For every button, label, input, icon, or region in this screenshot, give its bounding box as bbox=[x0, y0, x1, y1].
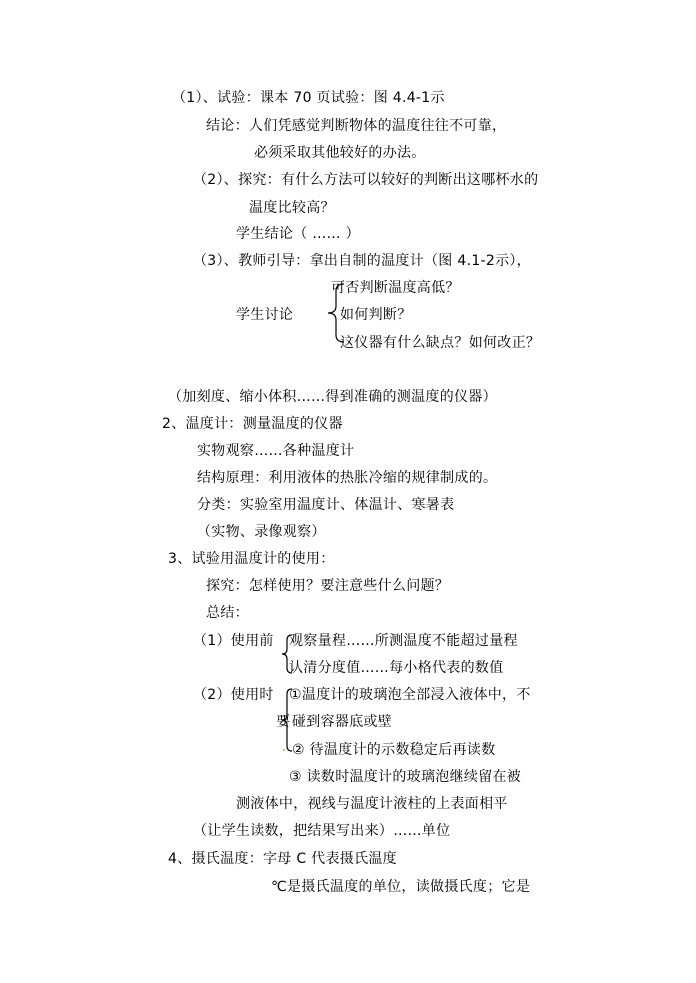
structure-principle-line: 结构原理：利用液体的热胀冷缩的规律制成的。 bbox=[197, 470, 498, 486]
during-use-step-3: ③ 读数时温度计的玻璃泡继续留在被 bbox=[289, 769, 522, 785]
before-use-item-1: 观察量程……所测温度不能超过量程 bbox=[289, 633, 518, 649]
experiment-line: （1）、试验：课本 70 页试验：图 4.4-1示 bbox=[172, 90, 445, 106]
discussion-item-3: 这仪器有什么缺点？如何改正？ bbox=[340, 335, 541, 351]
discussion-item-1: 可否判断温度高低？ bbox=[331, 280, 460, 296]
celsius-unit-line: ℃是摄氏温度的单位，读做摄氏度；它是 bbox=[271, 879, 531, 895]
inquiry-question-line: 探究：怎样使用？要注意些什么问题？ bbox=[206, 578, 450, 594]
instrument-summary: （加刻度、缩小体积……得到准确的测温度的仪器） bbox=[168, 389, 497, 405]
discussion-item-2: 如何判断？ bbox=[340, 307, 412, 323]
inquiry-line: （2）、探究：有什么方法可以较好的判断出这哪杯水的 bbox=[193, 172, 539, 188]
during-use-step-2: ② 待温度计的示数稳定后再读数 bbox=[292, 742, 496, 758]
inquiry-continuation: 温度比较高？ bbox=[249, 200, 335, 216]
teacher-guide-line: （3）、教师引导：拿出自制的温度计（图 4.1-2示）， bbox=[193, 253, 531, 269]
during-use-step-3-continuation: 测液体中，视线与温度计液柱的上表面相平 bbox=[236, 796, 508, 812]
summary-label: 总结： bbox=[206, 605, 249, 621]
marker-dot bbox=[283, 749, 285, 751]
before-use-label: （1）使用前 bbox=[193, 633, 274, 649]
before-use-item-2: 认清分度值……每小格代表的数值 bbox=[289, 660, 504, 676]
reading-practice-line: （让学生读数，把结果写出来）……单位 bbox=[193, 823, 451, 839]
conclusion-line: 结论：人们凭感觉判断物体的温度往往不可靠， bbox=[206, 118, 507, 134]
student-discussion-label: 学生讨论 bbox=[236, 307, 294, 323]
observation-line: 实物观察……各种温度计 bbox=[197, 443, 355, 459]
during-use-step-1-wrap-a: 要 bbox=[276, 714, 291, 730]
observation-note: （实物、录像观察） bbox=[197, 524, 326, 540]
during-use-label: （2）使用时 bbox=[193, 687, 274, 703]
classification-line: 分类：实验室用温度计、体温计、寒暑表 bbox=[197, 497, 455, 513]
section-4-heading: 4、摄氏温度：字母 C 代表摄氏温度 bbox=[168, 851, 397, 867]
student-conclusion-line: 学生结论（ …… ） bbox=[236, 226, 360, 242]
during-use-step-1-wrap-b: 碰到容器底或壁 bbox=[292, 714, 393, 730]
section-2-heading: 2、温度计：测量温度的仪器 bbox=[162, 416, 343, 432]
conclusion-continuation: 必须采取其他较好的办法。 bbox=[254, 145, 426, 161]
section-3-heading: 3、试验用温度计的使用： bbox=[168, 551, 335, 567]
during-use-step-1: ①温度计的玻璃泡全部浸入液体中，不 bbox=[289, 687, 531, 703]
